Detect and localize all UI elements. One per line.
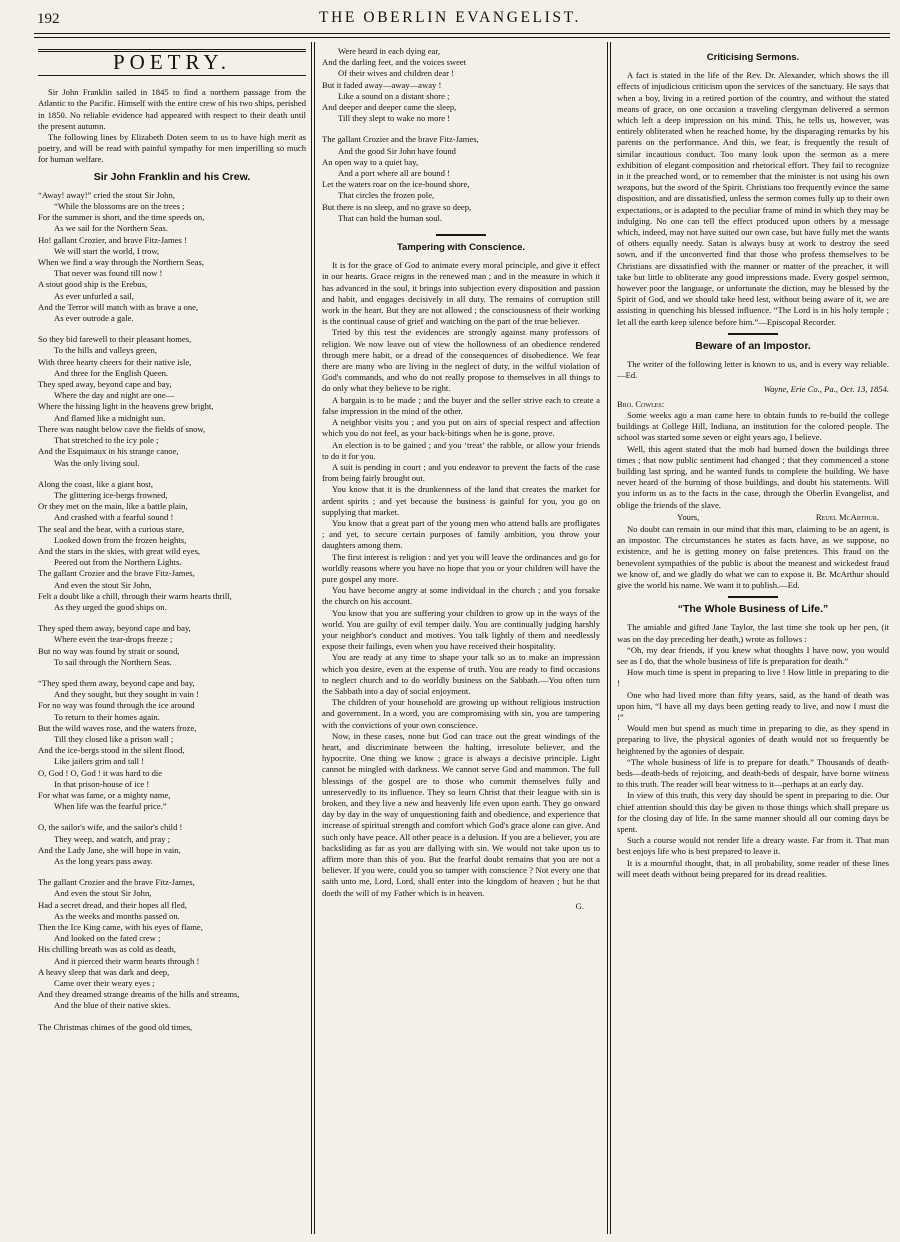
poem-line: The gallant Crozier and the brave Fitz-James, (38, 877, 195, 888)
poem-line: They weep, and watch, and pray ; (54, 833, 170, 844)
poem-line: And even the stout Sir John, (54, 888, 152, 899)
poem-line: And the Lady Jane, she will hope in vain, (38, 844, 181, 855)
poem-line: Like a sound on a distant shore ; (338, 90, 450, 101)
poem-line: But there is no sleep, and no grave so deep, (322, 201, 472, 212)
poem-line: And a port where all are bound ! (338, 168, 450, 179)
article-paragraph: You know that you are suffering your children to grow up in the ways of the world. You are guilty of evil temper daily. You are continually judging harshly your neighbor's conduct and motives. You talk lightly of them and needlessly expose their failings, even when you have received their hospitality. (322, 607, 600, 652)
poem-line: And the Terror will match with as brave a one, (38, 301, 199, 312)
poem-line: And the good Sir John have found (338, 145, 456, 156)
column-middle (322, 46, 600, 1236)
letter-paragraph: Some weeks ago a man came here to obtain funds to re-build the college buildings at College Hill, Indiana, an institution for the colored people. The school was started some seven or eight years ago, I believe. (617, 409, 889, 443)
poem-line: And the blue of their native skies. (54, 1000, 171, 1011)
letter-salutation: Bro. Cowles: (617, 398, 665, 409)
poem-stanza (38, 877, 306, 1011)
letter-author: Reuel McArthur. (815, 511, 879, 522)
article-paragraph: You are ready at any time to shape your talk so as to make an impression which you desire, even at the expense of truth. You are ready to find occasions to neglect church and to do worldly business on the Sabbath.—You often turn the Sabbath into a day of social enjoyment. (322, 652, 600, 696)
article-separator (436, 234, 486, 236)
intro-paragraph: The following lines by Elizabeth Doten seem to us to have high merit as poetry, and will be read with painful sympathy for men imperilling so much for human welfare. (38, 132, 306, 165)
masthead-rule (34, 33, 890, 34)
poem-line: As we sail for the Northern Seas. (54, 223, 168, 234)
poem-line: The Christmas chimes of the good old times, (38, 1021, 193, 1032)
poem-line: And deeper and deeper came the sleep, (322, 102, 457, 113)
poem-line: Then the Ice King came, with his eyes of flame, (38, 922, 203, 933)
poem-stanza (38, 623, 306, 668)
poem-line: Came over their weary eyes ; (54, 978, 155, 989)
article-paragraph: It is a mournful thought, that, in all probability, some reader of these lines will meet death without being prepared for its dread realities. (617, 857, 889, 879)
poem-line: And the Esquimaux in his strange canoe, (38, 446, 179, 457)
poem-line: And even the stout Sir John, (54, 579, 152, 590)
article-paragraph: You have become angry at some individual in the church ; and you forsake the church on his account. (322, 585, 600, 607)
column-poetry (38, 46, 306, 1236)
article-paragraph: In view of this truth, this very day should be spent in preparing to die. Our chief attention should this day be given to those things which shall prepare us for the closing day of life. In the same manner should all our coming days be spent. (617, 790, 889, 834)
poem-line: And three for the English Queen. (54, 367, 169, 378)
poem-line: Till they closed like a prison wall ; (54, 733, 174, 744)
poem-line: And they dreamed strange dreams of the hills and streams, (38, 989, 240, 1000)
poem-line: To return to their homes again. (54, 711, 160, 722)
article-paragraph: You know that a great part of the young men who attend balls are profligates ; and yet, to secure certain purposes of family ambition, you throw your daughters among them. (322, 517, 600, 551)
poem-line: They sped away, beyond cape and bay, (38, 379, 172, 390)
poem-line: Looked down from the frozen heights, (54, 534, 187, 545)
article-paragraph: The writer of the following letter is known to us, and is every way reliable.—Ed. (617, 359, 889, 381)
poem-line: And the darling feet, and the voices sweet (322, 57, 467, 68)
poem-final-stanza (322, 134, 600, 224)
poem-title: Sir John Franklin and his Crew. (93, 170, 251, 183)
poem-line: The gallant Crozier and the brave Fitz-James, (322, 134, 479, 145)
article-paragraph: You know that it is the drunkenness of the land that creates the market for ardent spirits ; and yet because the business is gainful for you, you go on supplying that market. (322, 484, 600, 517)
poem-line: “They sped them away, beyond cape and bay, (38, 677, 195, 688)
section-rule (38, 75, 306, 76)
article-title: “The Whole Business of Life.” (677, 603, 829, 616)
section-title: POETRY. (112, 50, 232, 74)
article-title: Tampering with Conscience. (396, 242, 526, 254)
article-separator (728, 596, 778, 598)
poem-line: That never was found till now ! (54, 268, 163, 279)
poem-line: With three hearty cheers for their native isle, (38, 356, 192, 367)
poem-line: But no way was found by strait or sound, (38, 645, 180, 656)
poem-line: Or they met on the main, like a battle plain, (38, 501, 188, 512)
poem-stanza (38, 479, 306, 613)
article-paragraph: “The whole business of life is to prepare for death.” Thousands of death-beds—death-beds of rejoicing, and death-beds of despair, have borne witness to this truth. The reader will bear witness to it—perhaps at an early day. (617, 756, 889, 790)
article-paragraph: One who had lived more than fifty years, said, as the hand of death was upon him, “I have all my days been getting ready to live, and now I must die !” (617, 689, 889, 722)
poem-line: So they bid farewell to their pleasant homes, (38, 334, 192, 345)
poem-line: The seal and the bear, with a curious stare, (38, 523, 185, 534)
article-body (322, 260, 600, 899)
poem-line: And the stars in the skies, with great wild eyes, (38, 545, 201, 556)
article-title: Criticising Sermons. (706, 52, 800, 63)
article-signoff: G. (575, 900, 584, 911)
article-paragraph: Tried by this test the evidences are strongly against many professors of religion. We now leave out of view the hollowness of an obedience rendered through mere habit, or a dread of the consequences of disobedience. We fear there are many who are living in the neglect of duty, in the wilful violation of God's commands, and who do not really propose to themselves in all things to do only what they believe to be right. (322, 327, 600, 394)
poem-line: “Away! away!” cried the stout Sir John, (38, 189, 175, 200)
letter-dateline: Wayne, Erie Co., Pa., Oct. 13, 1854. (763, 384, 889, 395)
poem-line: There was naught below cave the fields of snow, (38, 423, 206, 434)
poem-line: Like jailers grim and tall ! (54, 756, 144, 767)
poem-line: “While the blossoms are on the trees ; (54, 201, 185, 212)
poem-line: That circles the frozen pole, (338, 190, 435, 201)
article-paragraph: An election is to be gained ; and you ‘treat’ the rabble, or allow your friends to do it for you. (322, 439, 600, 461)
article-paragraph: The children of your household are growing up without religious instruction and government. In a word, you are compromising with sin, you are tampering with the convictions of your own conscience. (322, 697, 600, 730)
poem-line: And they sought, but they sought in vain ! (54, 689, 199, 700)
poem-line: But the wild waves rose, and the waters froze, (38, 722, 197, 733)
poem-line: And flamed like a midnight sun. (54, 412, 166, 423)
poem-line: Ho! gallant Crozier, and brave Fitz-James ! (38, 234, 187, 245)
poem-line: For what was fame, or a mighty name, (38, 789, 171, 800)
article-paragraph: It is for the grace of God to animate every moral principle, and give it effect in our hearts. Grace reigns in the renewed man ; and in the measure in which it has advanced in the soul, it brings into subjection every disposition and passion and habit, and engages decisively in all duty. The remains of corruption still work in the heart. But they are not allowed ; the consciousness of their working is the continual cause of grief and watching on the part of the true believer. (322, 260, 600, 327)
poem-line: That stretched to the icy pole ; (54, 435, 159, 446)
poem-line: A heavy sleep that was dark and deep, (38, 966, 170, 977)
poem-line: Of their wives and children dear ! (338, 68, 454, 79)
poem-stanza (38, 1022, 306, 1033)
masthead-rule-lower (34, 37, 890, 38)
letter-paragraph: Well, this agent stated that the mob had burned down the buildings three times ; that now public sentiment had changed ; that they commenced a stone building last spring, and he wanted funds to complete the building. We have never heard of the burning of those buildings, and doubt his statements. Will you inform us as to the facts in the case, through the Oberlin Evangelist, and oblige the friends of the slave. (617, 443, 889, 510)
poem-line: A stout good ship is the Erebus, (38, 279, 148, 290)
column-divider (311, 42, 315, 1234)
poem-line: An open way to a quiet bay, (322, 156, 419, 167)
poem-line: The gallant Crozier and the brave Fitz-James, (38, 568, 195, 579)
article-separator (728, 333, 778, 335)
poem-line: Where the day and night are one— (54, 390, 175, 401)
poem-line: But it faded away—away—away ! (322, 79, 442, 90)
letter-signature (617, 511, 889, 524)
poem-line: And the ice-bergs stood in the silent flood, (38, 745, 185, 756)
poem-stanza (38, 334, 306, 468)
poem-stanza (38, 678, 306, 812)
poem-line: Let the waters roar on the ice-bound shore, (322, 179, 470, 190)
poem-line: We will start the world, I trow, (54, 245, 160, 256)
poem-line: Where even the tear-drops freeze ; (54, 634, 173, 645)
poem-line: For no way was found through the ice around (38, 700, 195, 711)
poem-line: Felt a doubt like a chill, through their warm hearts thrill, (38, 590, 232, 601)
poem-line: As the weeks and months passed on. (54, 910, 180, 921)
letter-closing: Yours, (677, 511, 700, 522)
poem-line: And crashed with a fearful sound ! (54, 512, 174, 523)
poem-stanza (38, 190, 306, 324)
poem-line: Had a secret dread, and their hopes all fled, (38, 899, 187, 910)
poem-line: And it pierced their warm hearts through ! (54, 955, 200, 966)
article-paragraph: A neighbor visits you ; and you put on airs of special respect and affection which you do not feel, as your back-bitings when he is gone, prove. (322, 417, 600, 439)
poem-line: For the summer is short, and the time speeds on, (38, 212, 205, 223)
poem-line: And looked on the fated crew ; (54, 933, 161, 944)
poem-line: They sped them away, beyond cape and bay, (38, 623, 191, 634)
poem-line: The glittering ice-bergs frowned, (54, 489, 168, 500)
page-number: 192 (37, 11, 60, 27)
poem-line: As they urged the good ships on. (54, 601, 167, 612)
poem-line: Till they slept to wake no more ! (338, 113, 451, 124)
poem-line: As the long years pass away. (54, 856, 153, 866)
article-paragraph: Such a course would not render life a dreary waste. Far from it. That man best enjoys life who is best prepared to leave it. (617, 835, 889, 857)
poem-line: Where the hissing light in the heavens grew bright, (38, 401, 214, 412)
article-paragraph: No doubt can remain in our mind that this man, claiming to be an agent, is an impostor. The circumstances he states as facts have, as we suppose, no existence, and he is getting money on false pretences. This fraud on the benevolent sympathies of the public is about the meanest and wickedest fraud we know of, and we gladly do what we can to expose it. Br. McArthur should give the world his name. We want it to publish.—Ed. (617, 523, 889, 590)
article-paragraph: A fact is stated in the life of the Rev. Dr. Alexander, which shows the ill effects of injudicious criticism upon the services of the sanctuary. He says that when a boy, living in a retired portion of the country, and without the stated means of grace, on one occasion a traveling clergyman delivered a sermon which left a deep impression on his mind. This, he tells us, however, was entirely obliterated when he reached home, by the disparaging remarks by his parents on the performance. And this, we fear, is frequently the result of similar incautious conduct. Too many look upon the sermon as a mere exhibition of elegant composition and rhetorical effort. They fail to recognize in it the preached word, or to remember that the minister is not using his own weapons, but the sword of the Spirit. Christians too frequently evince the same disposition, and are dissatisfied, unless the sermon comes fully up to their own expectations, or is adapted to the peculiar frame of mind in which they may be indulging. No one can tell the effect produced upon others by a message which, indeed, may not have suited our own case, but have fully met the wants of others equally needy. Satan is always busy at work to destroy the seed sown, and if the unconverted find that those who profess themselves to be Christians are dissatisfied with the manner or matter of the preacher, it will take but little to obliterate any good impressions made. Every gospel sermon, however poor the language, or unfortunate the diction, may be blessed by the Spirit of God, and we should take heed lest, without being aware of it, we are assisting in quenching his blessed influence. “The Lord is in his holy temple ; let all the earth keep silence before him.”—Episcopal Recorder. (617, 70, 889, 327)
poem-stanza (38, 822, 306, 867)
column-right (617, 46, 889, 1236)
masthead: THE OBERLIN EVANGELIST. (319, 9, 581, 26)
article-paragraph: A suit is pending in court ; and you endeavor to prevent the facts of the case from being fairly brought out. (322, 461, 600, 484)
article-paragraph: The first interest is religion : and yet you will leave the ordinances and go for worldly reasons where you have no hope that you or your children will have the pure gospel any more. (322, 551, 600, 584)
article-paragraph: The amiable and gifted Jane Taylor, the last time she took up her pen, (it was on the day preceding her death,) wrote as follows : (617, 622, 889, 644)
article-paragraph: Would men but spend as much time in preparing to die, as they spend in preparing to live, the physical agonies of death would not so frequently be heightened by the agonies of despair. (617, 723, 889, 756)
poem-line: O, the sailor's wife, and the sailor's child ! (38, 822, 183, 833)
poem-line: Was the only living soul. (54, 457, 140, 468)
article-paragraph: “Oh, my dear friends, if you knew what thoughts I have now, you would see as I do, that the whole business of life is preparation for death.” (617, 644, 889, 666)
poem-line: When we find a way through the Northern Seas, (38, 257, 204, 268)
poem-line: When life was the fearful price.” (54, 801, 167, 812)
poem-line: Peered out from the Northern Lights. (54, 557, 182, 568)
poem-line: His chilling breath was as cold as death, (38, 944, 176, 955)
poem-continuation (322, 46, 600, 124)
article-paragraph: How much time is spent in preparing to live ! How little in preparing to die ! (617, 667, 889, 689)
poem-line: As ever outrode a gale. (54, 313, 134, 324)
poem-line: That can hold the human soul. (338, 212, 443, 223)
poem-line: O, God ! O, God ! it was hard to die (38, 767, 163, 778)
poem-line: Were heard in each dying ear, (338, 46, 441, 56)
intro-paragraph: Sir John Franklin sailed in 1845 to find a northern passage from the Atlantic to the Pacific. Himself with the entire crew of his two ships, perished in 1850. No reliable evidence had appeared with respect to their death until the present autumn. (38, 87, 306, 131)
article-paragraph: Now, in these cases, none but God can trace out the great windings of the heart, and discriminate between the halting, irresolute believer, and the hypocrite. One thing we know ; grace is always a decisive principle. Light cannot be mingled with darkness. We cannot serve God and mammon. The full blessings of the gospel are to those who commit themselves fully and unreservedly to its influence. They so learn Christ that their league with sin is broken, and they live a new and heavenly life even upon earth. They go onward day by day in the way of unquestioning faith and obedience, and experience that increase of spiritual strength and comfort which God's grace alone can give. And such only have peace. All other peace is a delusion. If you are a believer, you are backsliding as far as you are dallying with sin. We would not take upon us to affirm more than this of you. But the fearful doubt remains that you are not a believer. If you were, could you so tamper with conscience ? Not every one that saith unto me, Lord, Lord, shall enter into the kingdom of heaven ; but he that doeth the will of my Father which is in heaven. (322, 730, 600, 898)
poem-body (38, 190, 306, 1033)
poem-line: In that prison-house of ice ! (54, 778, 150, 789)
poem-line: To the hills and valleys green, (54, 345, 157, 356)
poem-line: As ever unfurled a sail, (54, 290, 134, 301)
article-title: Beware of an Impostor. (695, 339, 811, 352)
article-body (617, 622, 889, 880)
spacer (38, 79, 306, 87)
article-paragraph: A bargain is to be made ; and the buyer and the seller strive each to create a false impression in the mind of the other. (322, 394, 600, 416)
poem-line: Along the coast, like a giant host, (38, 478, 154, 489)
column-divider (607, 42, 611, 1234)
poem-line: To sail through the Northern Seas. (54, 656, 172, 667)
